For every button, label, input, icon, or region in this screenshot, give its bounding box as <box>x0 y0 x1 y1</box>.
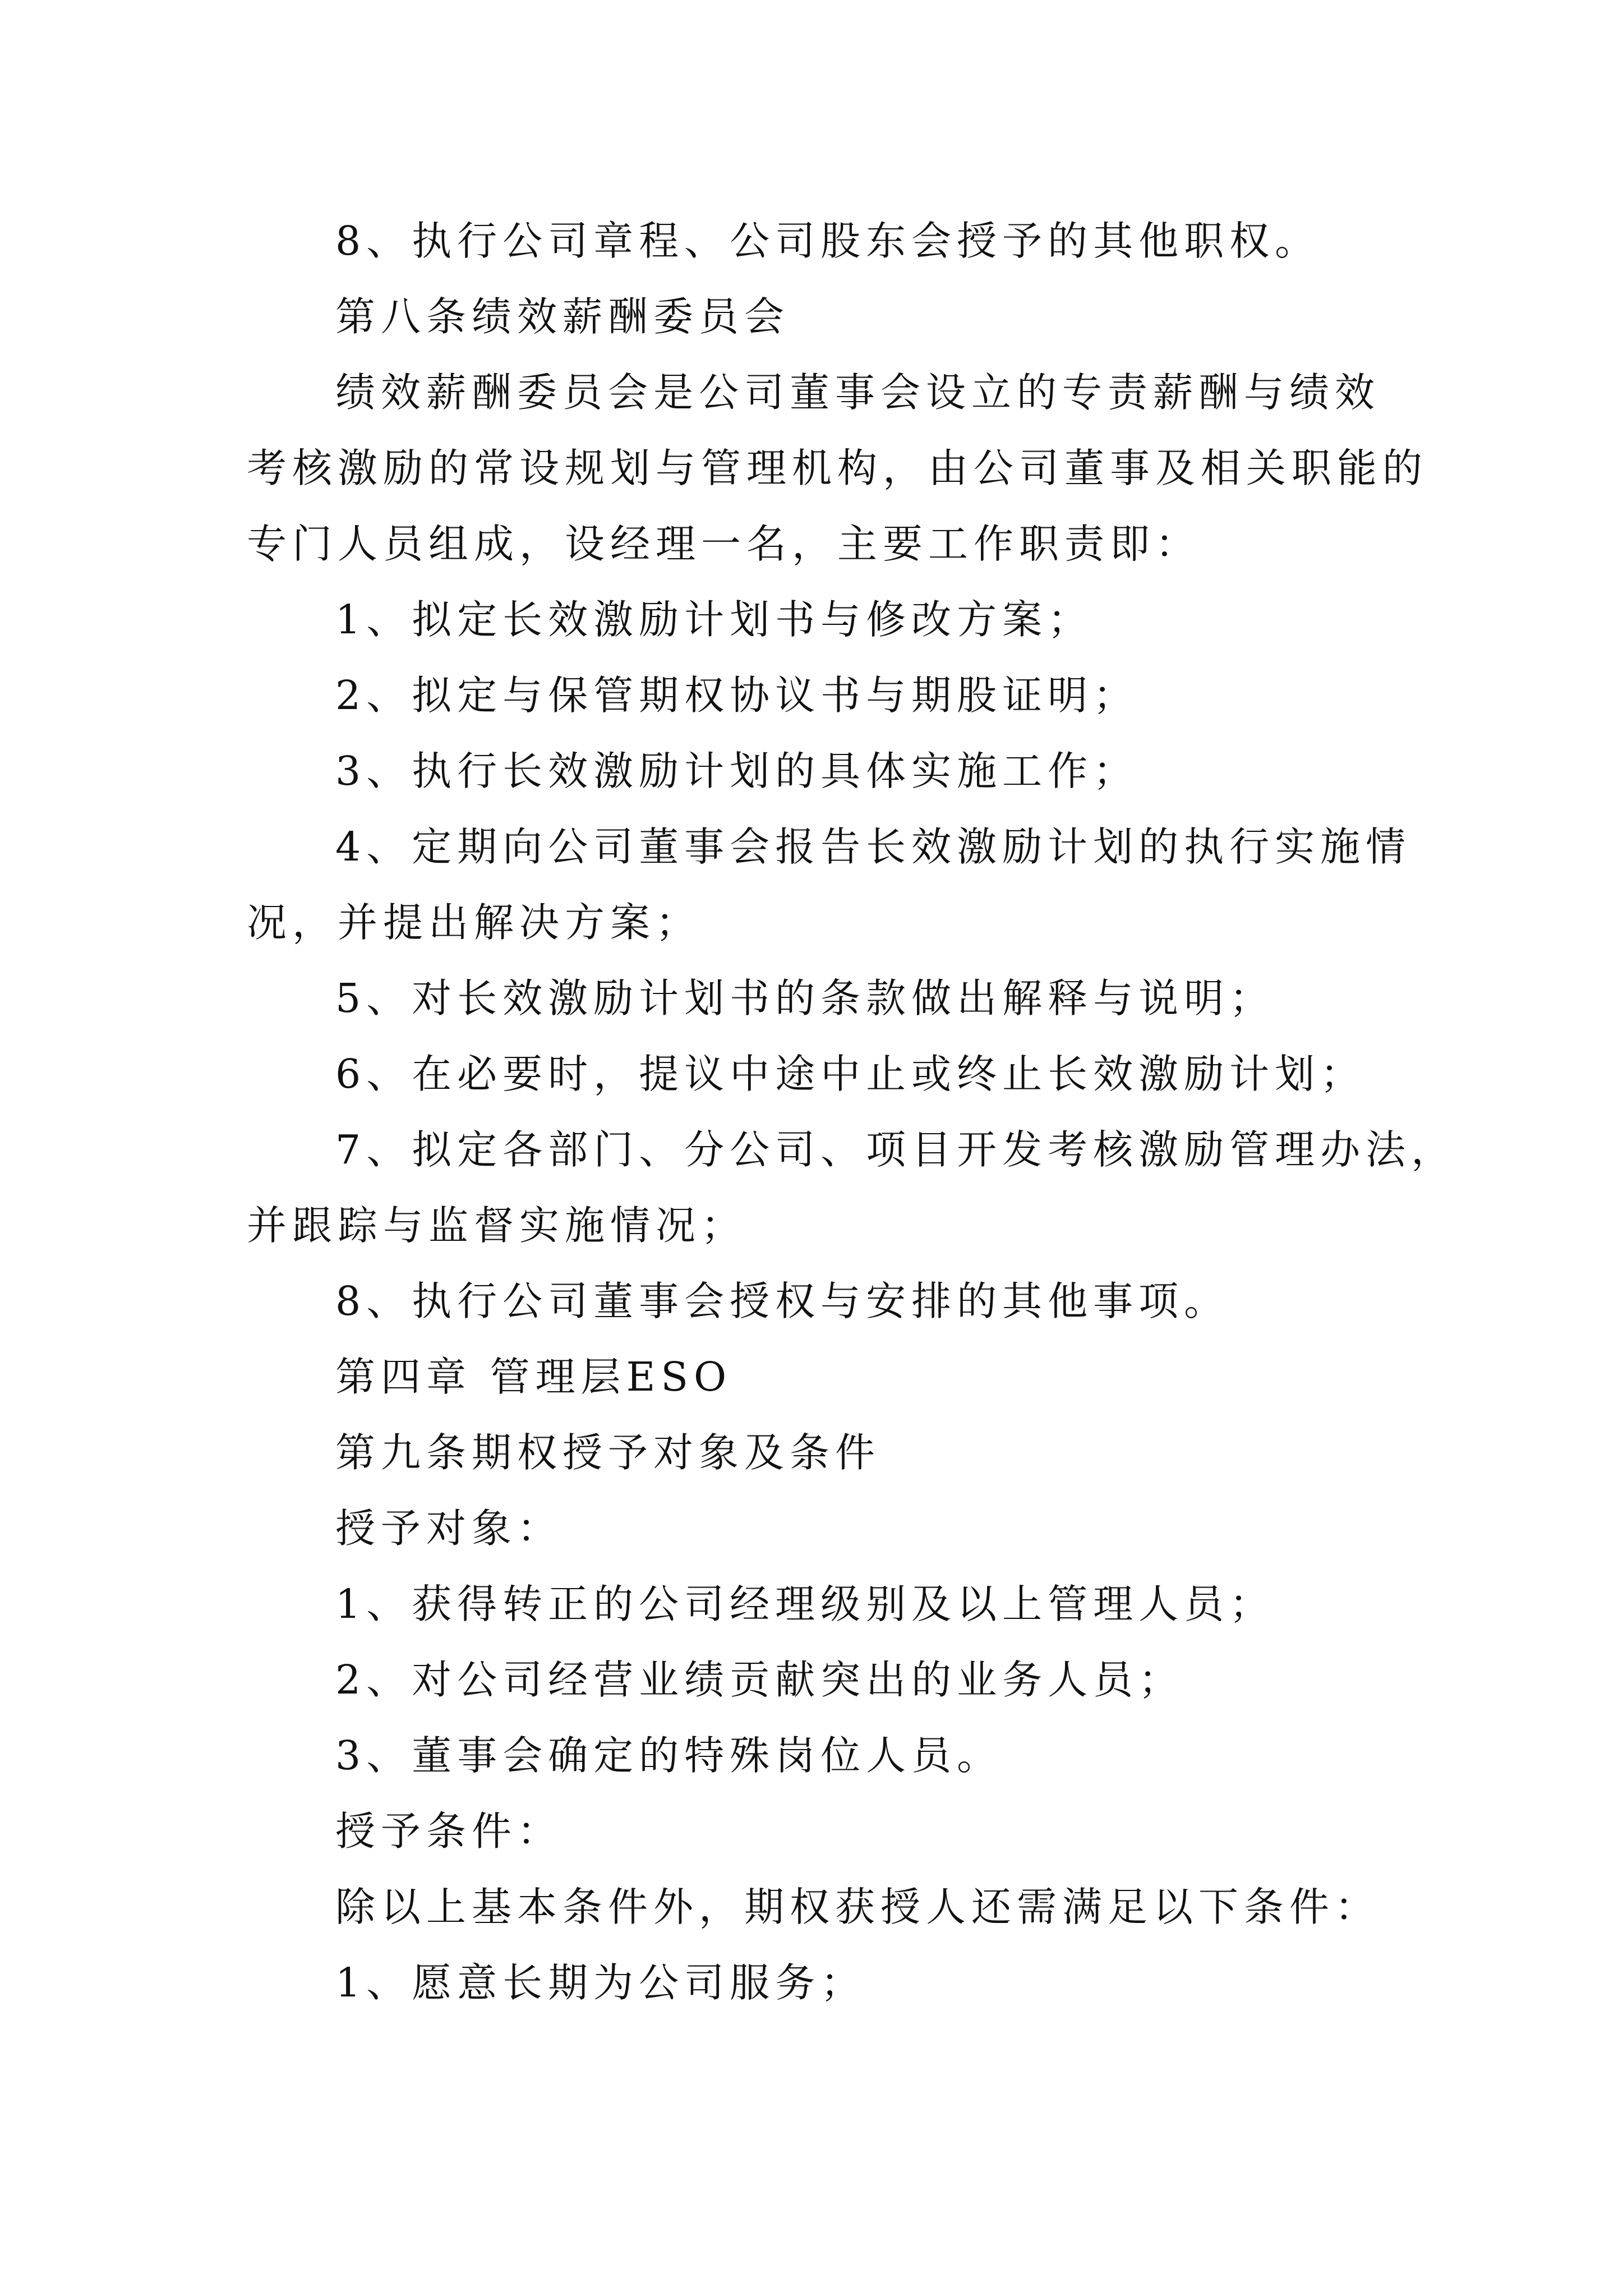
list-item: 1、获得转正的公司经理级别及以上管理人员； <box>335 1581 1275 1627</box>
paragraph-line: 考核激励的常设规划与管理机构，由公司董事及相关职能的 <box>247 445 1428 491</box>
list-item: 2、拟定与保管期权协议书与期股证明； <box>335 672 1139 719</box>
chapter-heading: 第四章 管理层ESO <box>335 1354 732 1400</box>
subheading: 授予条件： <box>335 1808 563 1855</box>
list-item: 6、在必要时，提议中途中止或终止长效激励计划； <box>335 1051 1366 1097</box>
section-heading: 第八条绩效薪酬委员会 <box>335 293 790 340</box>
list-item: 3、董事会确定的特殊岗位人员。 <box>335 1732 1003 1779</box>
subheading: 授予对象： <box>335 1505 563 1552</box>
paragraph-line: 专门人员组成，设经理一名，主要工作职责即： <box>247 521 1201 567</box>
list-item: 1、拟定长效激励计划书与修改方案； <box>335 596 1094 643</box>
section-heading: 第九条期权授予对象及条件 <box>335 1429 881 1476</box>
list-item-continuation: 并跟踪与监督实施情况； <box>247 1202 747 1249</box>
list-item: 4、定期向公司董事会报告长效激励计划的执行实施情 <box>335 823 1412 870</box>
list-item: 8、执行公司董事会授权与安排的其他事项。 <box>335 1278 1230 1324</box>
list-item: 1、愿意长期为公司服务； <box>335 1959 866 2006</box>
list-item: 2、对公司经营业绩贡献突出的业务人员； <box>335 1657 1184 1703</box>
list-item-continuation: 况，并提出解决方案； <box>247 899 702 946</box>
list-item: 7、拟定各部门、分公司、项目开发考核激励管理办法， <box>335 1126 1457 1173</box>
list-item: 3、执行长效激励计划的具体实施工作； <box>335 748 1139 794</box>
list-item: 5、对长效激励计划书的条款做出解释与说明； <box>335 975 1275 1022</box>
paragraph-line: 除以上基本条件外，期权获授人还需满足以下条件： <box>335 1884 1381 1930</box>
paragraph-line: 8、执行公司章程、公司股东会授予的其他职权。 <box>335 218 1321 264</box>
paragraph-line: 绩效薪酬委员会是公司董事会设立的专责薪酬与绩效 <box>335 369 1381 416</box>
